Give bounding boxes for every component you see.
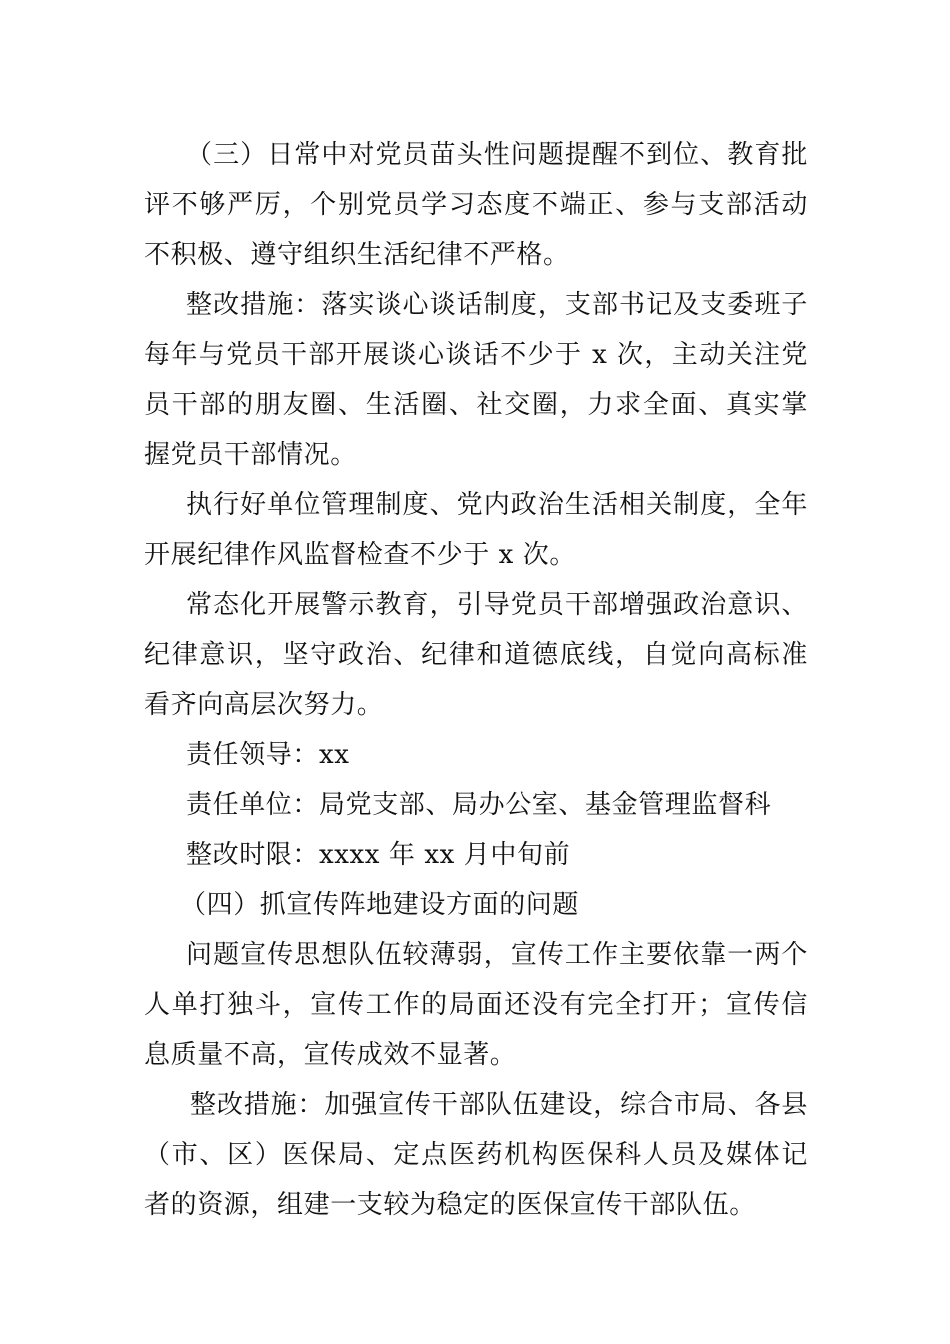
rectification-measures-paragraph: 整改措施：落实谈心谈话制度，支部书记及支委班子每年与党员干部开展谈心谈话不少于 x 次，主动关注党员干部的朋友圈、生活圈、社交圈，力求全面、真实掌握党员干部情况。 <box>144 290 808 470</box>
deadline-line: 整改时限：xxxx 年 xx 月中旬前 <box>186 840 571 870</box>
document-body <box>144 130 808 1230</box>
responsible-leader-line: 责任领导：xx <box>186 740 350 770</box>
section-four-heading: （四）抓宣传阵地建设方面的问题 <box>180 890 580 920</box>
responsible-unit-line: 责任单位：局党支部、局办公室、基金管理监督科 <box>186 790 772 820</box>
warning-education-paragraph: 常态化开展警示教育，引导党员干部增强政治意识、纪律意识，坚守政治、纪律和道德底线，自觉向高标准看齐向高层次努力。 <box>144 590 808 720</box>
publicity-problem-paragraph: 问题宣传思想队伍较薄弱，宣传工作主要依靠一两个人单打独斗，宣传工作的局面还没有完全打开；宣传信息质量不高，宣传成效不显著。 <box>144 940 808 1070</box>
management-system-paragraph: 执行好单位管理制度、党内政治生活相关制度，全年开展纪律作风监督检查不少于 x 次。 <box>144 490 808 570</box>
section-three-heading-paragraph: （三）日常中对党员苗头性问题提醒不到位、教育批评不够严厉，个别党员学习态度不端正、参与支部活动不积极、遵守组织生活纪律不严格。 <box>144 140 808 270</box>
publicity-measures-paragraph: 整改措施：加强宣传干部队伍建设，综合市局、各县（市、区）医保局、定点医药机构医保科人员及媒体记者的资源，组建一支较为稳定的医保宣传干部队伍。 <box>144 1090 808 1220</box>
